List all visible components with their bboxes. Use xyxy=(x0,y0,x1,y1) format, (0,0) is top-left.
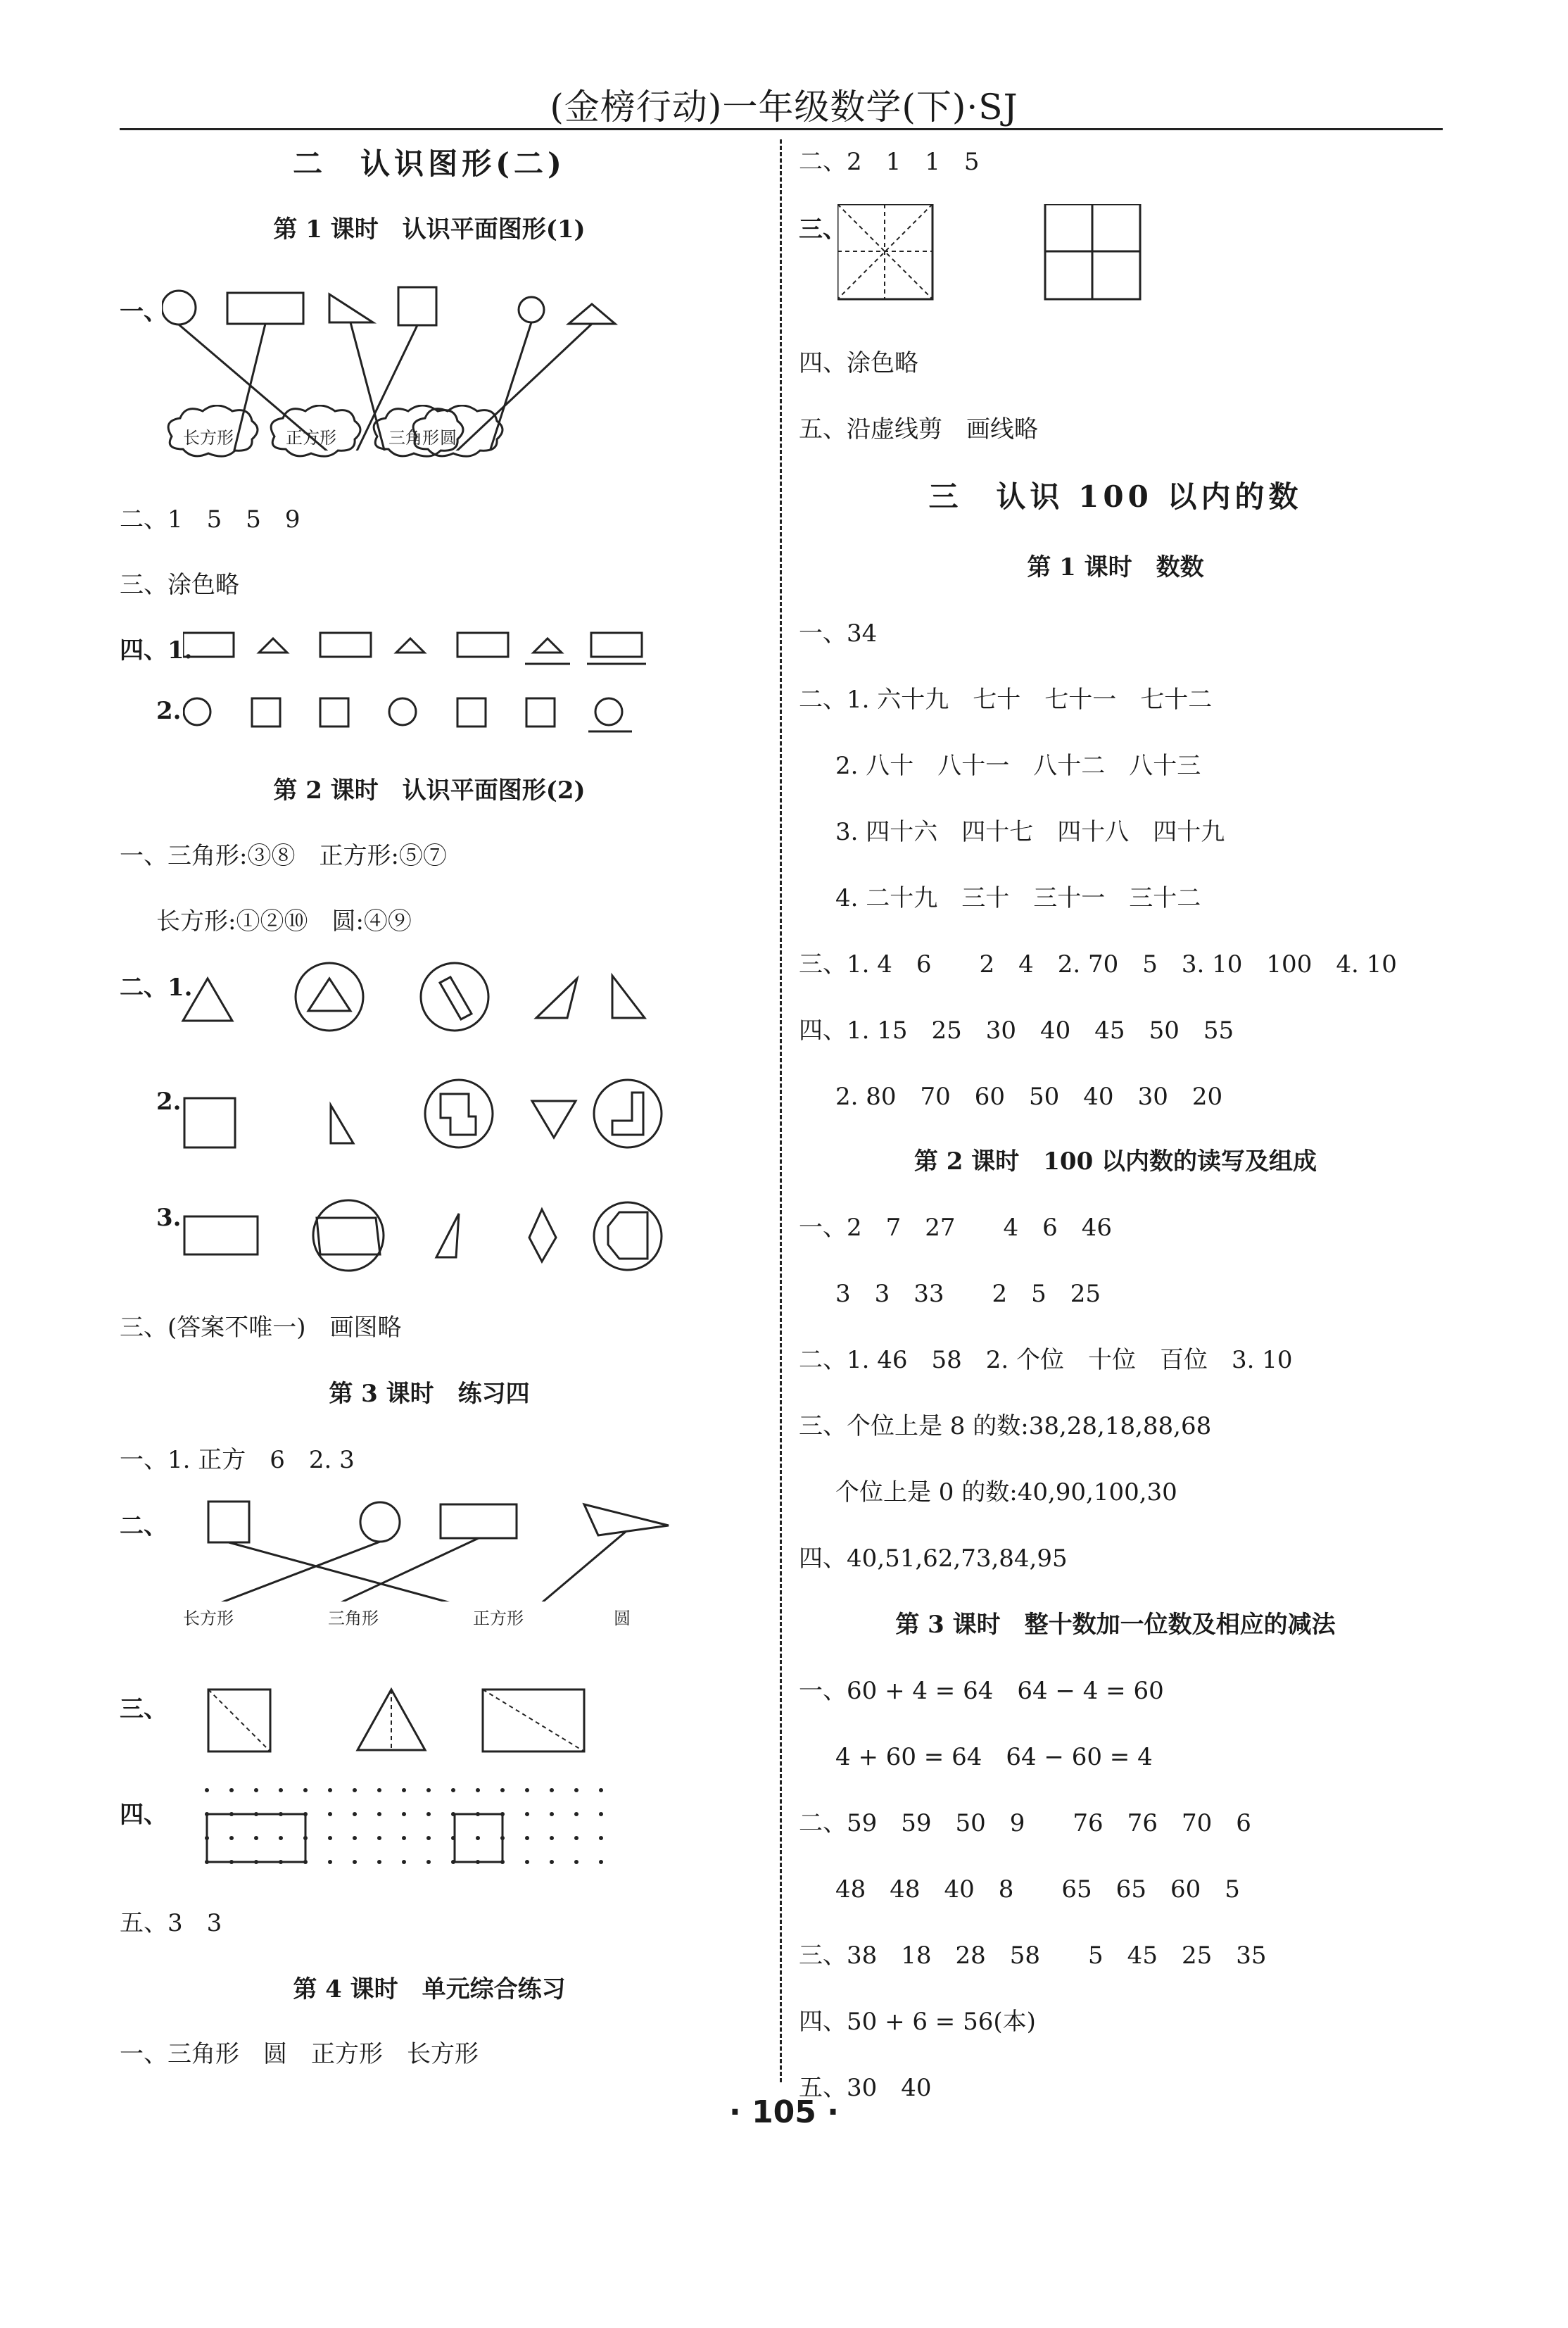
r-l3-line-2: 二、59 59 50 9 76 76 70 6 xyxy=(799,1809,1251,1837)
grid-dot xyxy=(279,1860,283,1864)
grid-dot xyxy=(525,1836,529,1840)
grid-dot xyxy=(476,1860,480,1864)
grid-dot xyxy=(500,1860,505,1864)
l1-q1-clouds xyxy=(162,405,739,468)
l2-q1-line1: 一、三角形:③⑧ 正方形:⑤⑦ xyxy=(120,842,447,870)
grid-dot xyxy=(279,1812,283,1816)
lesson3-title: 第 3 课时 练习四 xyxy=(329,1380,530,1408)
r-top-q4: 四、涂色略 xyxy=(799,349,918,377)
grid-dot xyxy=(451,1836,455,1840)
grid-dot xyxy=(303,1812,308,1816)
grid-dot xyxy=(229,1836,234,1840)
r-l3-line-0: 一、60 + 4 = 64 64 − 4 = 60 xyxy=(799,1677,1164,1705)
lesson4-title: 第 4 课时 单元综合练习 xyxy=(293,1975,566,2003)
grid-dot xyxy=(254,1788,258,1792)
r-lesson3-title: 第 3 课时 整十数加一位数及相应的减法 xyxy=(895,1611,1336,1639)
grid-dot xyxy=(476,1812,480,1816)
header-rule xyxy=(120,128,1443,130)
grid-dot xyxy=(353,1860,357,1864)
lesson1-title: 第 1 课时 认识平面图形(1) xyxy=(273,215,586,244)
l1-q3: 三、涂色略 xyxy=(120,571,239,599)
r-l1-line-5: 三、1. 4 6 2 4 2. 70 5 3. 10 100 4. 10 xyxy=(799,950,1397,979)
grid-dot xyxy=(377,1860,381,1864)
r-l3-line-4: 三、38 18 28 58 5 45 25 35 xyxy=(799,1942,1267,1970)
l3-q4-dot-grid xyxy=(162,1785,739,1890)
page-number: · 105 · xyxy=(729,2094,839,2130)
l1-q2: 二、1 5 5 9 xyxy=(120,505,301,534)
r-l1-line-2: 2. 八十 八十一 八十二 八十三 xyxy=(835,752,1201,780)
grid-dot xyxy=(328,1812,332,1816)
l1-q1-label: 一、 xyxy=(120,298,167,326)
grid-dot xyxy=(426,1836,431,1840)
grid-dot xyxy=(500,1788,505,1792)
page-header-title: (金榜行动)一年级数学(下)·SJ xyxy=(550,87,1018,127)
grid-dot xyxy=(279,1788,283,1792)
l3-q2-label: 二、 xyxy=(120,1512,167,1540)
r-l3-line-3: 48 48 40 8 65 65 60 5 xyxy=(835,1875,1240,1904)
grid-dot xyxy=(205,1860,209,1864)
grid-dot xyxy=(599,1788,603,1792)
l3-q5: 五、3 3 xyxy=(120,1909,222,1937)
r-l1-line-3: 3. 四十六 四十七 四十八 四十九 xyxy=(835,818,1225,846)
grid-dot xyxy=(426,1860,431,1864)
l1-q4-label1: 四、1. xyxy=(120,636,193,665)
r-top-q3-squares xyxy=(837,204,1232,306)
l1-q4-1-shapes xyxy=(183,623,739,672)
grid-dot xyxy=(353,1788,357,1792)
grid-dot xyxy=(303,1788,308,1792)
grid-dot xyxy=(205,1836,209,1840)
r-l2-line-2: 二、1. 46 58 2. 个位 十位 百位 3. 10 xyxy=(799,1346,1293,1374)
r-lesson1-title: 第 1 课时 数数 xyxy=(1027,553,1204,581)
grid-dot xyxy=(328,1836,332,1840)
l3-name-2: 三角形 xyxy=(328,1609,379,1628)
grid-dot xyxy=(574,1812,578,1816)
l4-q1: 一、三角形 圆 正方形 长方形 xyxy=(120,2040,479,2068)
r-l2-line-3: 三、个位上是 8 的数:38,28,18,88,68 xyxy=(799,1412,1212,1440)
grid-dot xyxy=(426,1812,431,1816)
grid-dot xyxy=(476,1788,480,1792)
grid-dot xyxy=(525,1860,529,1864)
grid-dot xyxy=(550,1812,554,1816)
grid-dot xyxy=(254,1836,258,1840)
r-top-q2: 二、2 1 1 5 xyxy=(799,148,980,176)
grid-dot xyxy=(328,1860,332,1864)
r-l1-line-4: 4. 二十九 三十 三十一 三十二 xyxy=(835,884,1201,912)
grid-dot xyxy=(377,1788,381,1792)
grid-dot xyxy=(205,1812,209,1816)
grid-dot xyxy=(402,1836,406,1840)
l1-q4-label2: 2. xyxy=(156,697,182,725)
grid-dot xyxy=(599,1836,603,1840)
grid-dot xyxy=(377,1836,381,1840)
l3-q4-label: 四、 xyxy=(120,1801,167,1829)
grid-dot xyxy=(426,1788,431,1792)
l3-name-4: 圆 xyxy=(614,1609,631,1628)
l3-q3-label: 三、 xyxy=(120,1695,167,1723)
l3-name-3: 正方形 xyxy=(473,1609,524,1628)
r-l1-line-1: 二、1. 六十九 七十 七十一 七十二 xyxy=(799,686,1213,714)
cloud-zhengfangxing xyxy=(271,405,360,456)
r-l1-line-7: 2. 80 70 60 50 40 30 20 xyxy=(835,1083,1223,1111)
grid-dot xyxy=(229,1860,234,1864)
grid-dot xyxy=(402,1812,406,1816)
cloud-changfangxing xyxy=(168,405,258,456)
r-l2-line-4: 个位上是 0 的数:40,90,100,30 xyxy=(835,1478,1177,1506)
l3-q2-names xyxy=(162,1602,739,1630)
grid-dot xyxy=(303,1836,308,1840)
grid-dot xyxy=(254,1860,258,1864)
cloud-label-2: 正方形 xyxy=(286,428,336,448)
grid-dot xyxy=(550,1860,554,1864)
l3-q3-shapes xyxy=(162,1675,739,1753)
l2-q2-label2: 2. xyxy=(156,1088,182,1116)
lesson2-title: 第 2 课时 认识平面图形(2) xyxy=(273,776,586,805)
l1-q4-2-shapes xyxy=(183,686,739,743)
l2-q1-line2: 长方形:①②⑩ 圆:④⑨ xyxy=(156,907,412,936)
l3-q2-matching-figure xyxy=(162,1496,739,1602)
l2-q2-2-shapes xyxy=(176,1070,739,1154)
grid-dot xyxy=(229,1788,234,1792)
grid-dot xyxy=(574,1788,578,1792)
grid-dot xyxy=(574,1836,578,1840)
grid-dot xyxy=(476,1836,480,1840)
grid-dot xyxy=(402,1788,406,1792)
unit-title-3: 三 认识 100 以内的数 xyxy=(928,479,1303,514)
grid-dot xyxy=(229,1812,234,1816)
grid-dot xyxy=(328,1788,332,1792)
grid-dot xyxy=(500,1836,505,1840)
r-l1-line-6: 四、1. 15 25 30 40 45 50 55 xyxy=(799,1017,1234,1045)
grid-dot xyxy=(525,1788,529,1792)
l3-q1: 一、1. 正方 6 2. 3 xyxy=(120,1446,355,1474)
r-l3-line-6: 五、30 40 xyxy=(799,2074,932,2102)
grid-dot xyxy=(451,1788,455,1792)
grid-dot xyxy=(599,1812,603,1816)
r-l2-line-5: 四、40,51,62,73,84,95 xyxy=(799,1544,1068,1573)
unit-title-2: 二 认识图形(二) xyxy=(293,146,566,181)
grid-dot xyxy=(550,1788,554,1792)
grid-dot xyxy=(402,1860,406,1864)
grid-dot xyxy=(254,1812,258,1816)
r-l2-line-0: 一、2 7 27 4 6 46 xyxy=(799,1214,1113,1242)
grid-dot xyxy=(550,1836,554,1840)
grid-dot xyxy=(303,1860,308,1864)
l2-q2-label3: 3. xyxy=(156,1204,182,1232)
grid-dot xyxy=(525,1812,529,1816)
l2-q2-3-shapes xyxy=(176,1190,739,1274)
cloud-label-3: 三角形 xyxy=(388,428,439,448)
grid-dot xyxy=(500,1812,505,1816)
l2-q2-1-shapes xyxy=(176,957,739,1035)
r-l3-line-1: 4 + 60 = 64 64 − 60 = 4 xyxy=(835,1743,1153,1771)
r-l3-line-5: 四、50 + 6 = 56(本) xyxy=(799,2008,1036,2036)
grid-dot xyxy=(353,1836,357,1840)
grid-dot xyxy=(574,1860,578,1864)
grid-dot xyxy=(353,1812,357,1816)
r-top-q5: 五、沿虚线剪 画线略 xyxy=(799,415,1038,443)
l2-q2-label: 二、1. xyxy=(120,974,193,1002)
r-top-q3-label: 三、 xyxy=(799,215,847,244)
r-l1-line-0: 一、34 xyxy=(799,619,878,648)
r-lesson2-title: 第 2 课时 100 以内数的读写及组成 xyxy=(913,1147,1317,1176)
l2-q3: 三、(答案不唯一) 画图略 xyxy=(120,1314,402,1342)
column-divider xyxy=(780,139,782,2082)
grid-dot xyxy=(279,1836,283,1840)
grid-dot xyxy=(451,1812,455,1816)
l3-name-1: 长方形 xyxy=(183,1609,234,1628)
cloud-label-4: 圆 xyxy=(440,428,457,448)
grid-dot xyxy=(377,1812,381,1816)
r-l2-line-1: 3 3 33 2 5 25 xyxy=(835,1280,1101,1308)
grid-dot xyxy=(599,1860,603,1864)
grid-dot xyxy=(205,1788,209,1792)
grid-dot xyxy=(451,1860,455,1864)
cloud-label-1: 长方形 xyxy=(183,428,234,448)
